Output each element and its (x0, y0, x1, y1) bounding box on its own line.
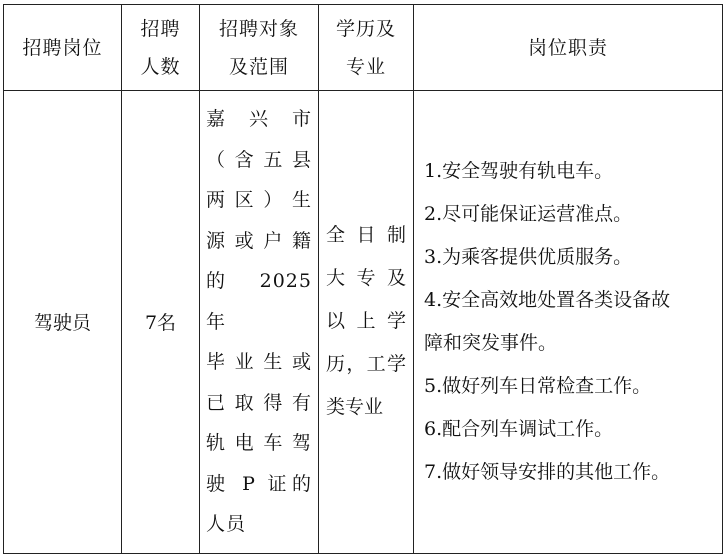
duty-item: 5.做好列车日常检查工作。 (424, 374, 652, 397)
scope-line: 轨电车驾 (206, 432, 312, 454)
cell-duties (414, 91, 723, 554)
header-education: 学历及 专业 (319, 5, 414, 91)
cell-education (319, 91, 414, 554)
scope-line: 毕业生或 (206, 351, 312, 373)
duty-item-continuation: 障和突发事件。 (424, 331, 558, 354)
header-position: 招聘岗位 (4, 5, 122, 91)
duty-item: 4.安全高效地处置各类设备故 (424, 288, 671, 311)
cell-position: 驾驶员 (4, 91, 122, 554)
duty-item: 1.安全驾驶有轨电车。 (424, 159, 614, 182)
scope-line: 两区）生 (206, 189, 312, 211)
cell-scope (200, 91, 319, 554)
education-line: 大专及 (326, 267, 406, 290)
education-line: 类专业 (326, 396, 384, 419)
scope-line: 人员 (206, 513, 247, 535)
scope-line: （含五县 (206, 148, 312, 171)
header-scope: 招聘对象 及范围 (200, 5, 319, 91)
scope-line: 源或户籍 (206, 229, 312, 252)
education-line: 历，工学 (326, 353, 406, 376)
education-line: 全日制 (326, 224, 406, 247)
education-line: 以上学 (326, 310, 406, 333)
scope-line: 的 2025 年 (206, 270, 312, 333)
scope-line: 已取得有 (206, 391, 312, 414)
cell-count: 7名 (122, 91, 200, 554)
scope-line: 嘉 兴 市 (206, 108, 312, 130)
header-duties: 岗位职责 (414, 5, 723, 91)
table-row (4, 91, 723, 554)
header-row (4, 5, 723, 91)
duty-item: 6.配合列车调试工作。 (424, 417, 614, 440)
header-count: 招聘 人数 (122, 5, 200, 91)
recruitment-table (3, 4, 723, 554)
duty-item: 2.尽可能保证运营准点。 (424, 202, 633, 225)
duty-item: 7.做好领导安排的其他工作。 (424, 460, 671, 483)
duty-item: 3.为乘客提供优质服务。 (424, 245, 633, 268)
scope-line: 驶 P 证的 (206, 472, 312, 495)
